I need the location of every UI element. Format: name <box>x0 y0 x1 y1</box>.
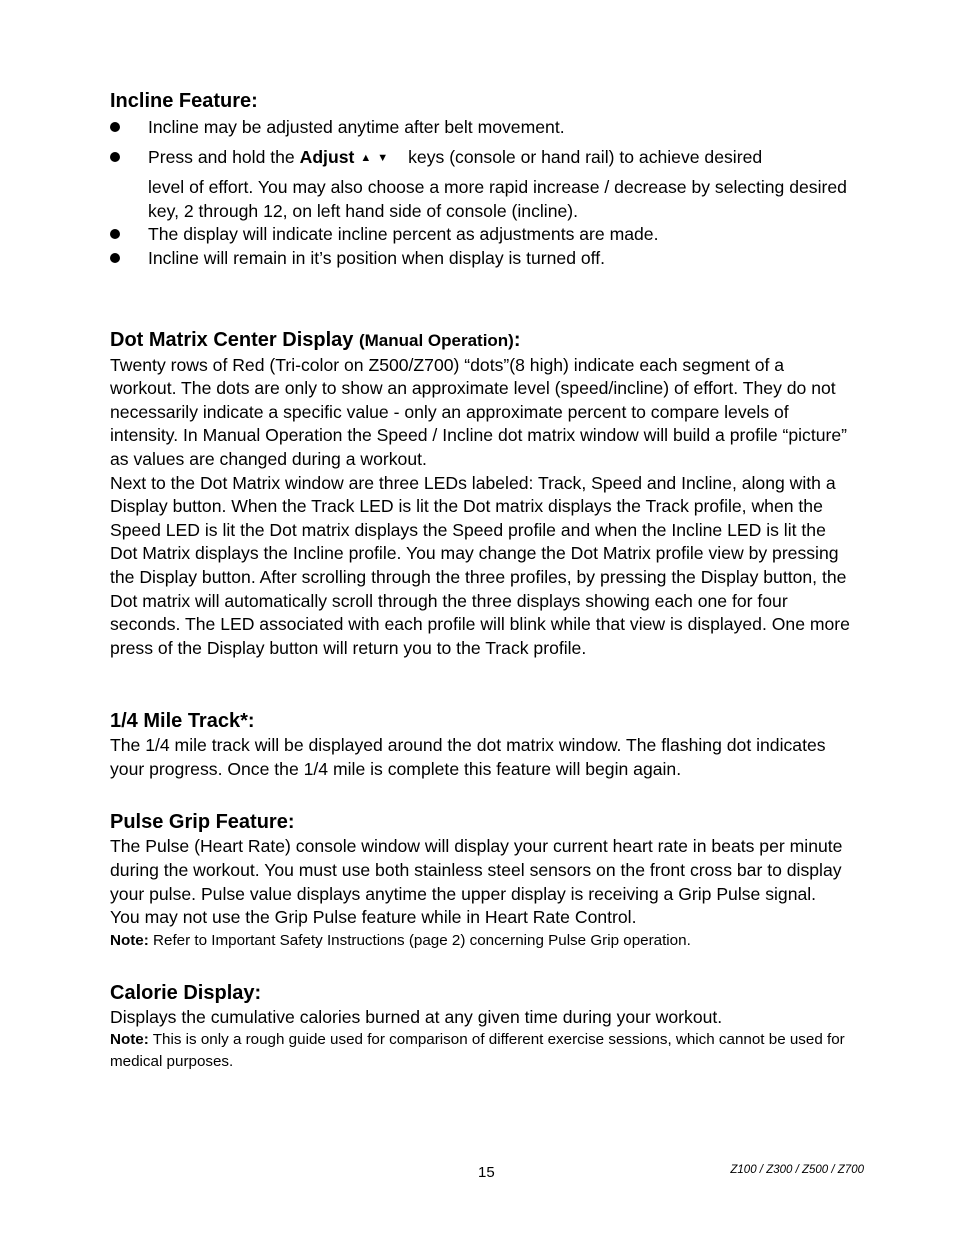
manual-page <box>110 88 850 1073</box>
incline-heading: Incline Feature: <box>110 90 258 112</box>
incline-bullet-2-post: keys (console or hand rail) to achieve desired <box>408 146 763 167</box>
track-paragraph: The 1/4 mile track will be displayed around the dot matrix window. The flashing dot indicates your progress. Once the 1/4 mile is complete this feature will begin again. <box>110 735 826 779</box>
list-item <box>110 116 850 140</box>
incline-bullet-2-continued: level of effort. You may also choose a more rapid increase / decrease by selecting desired key, 2 through 12, on left hand side of console (incline). <box>148 177 847 221</box>
pulse-note <box>110 930 850 952</box>
page-number: 15 <box>478 1164 495 1181</box>
track-heading: 1/4 Mile Track*: <box>110 710 255 733</box>
incline-bullet-1: Incline may be adjusted anytime after belt movement. <box>148 117 565 137</box>
calorie-heading: Calorie Display: <box>110 981 262 1004</box>
dot-matrix-heading-main: Dot Matrix Center Display <box>110 328 354 351</box>
incline-bullet-2-pre: Press and hold the <box>148 146 295 167</box>
dot-matrix-heading-sub: (Manual Operation) <box>358 330 514 350</box>
adjust-label: Adjust <box>299 146 355 167</box>
pulse-heading: Pulse Grip Feature: <box>110 811 295 834</box>
dot-matrix-paragraph-1: Twenty rows of Red (Tri-color on Z500/Z700) “dots”(8 high) indicate each segment of a workout. The dots are only to show an approximate level (speed/incline) of effort. They do not necessarily indicate a specific value - only an approximate percent to compare levels of intensity. In Manual Operation the Speed / Incline dot matrix window will build a profile “picture” as values are changed during a workout. <box>110 354 848 469</box>
dot-matrix-heading-colon: : <box>513 328 521 351</box>
dot-matrix-paragraph-2: Next to the Dot Matrix window are three LEDs labeled: Track, Speed and Incline, along with a Display button. When the Track LED is lit the Dot matrix displays the Track profile, when the Speed LED is lit the Dot matrix displays the Speed profile and when the Incline LED is lit the Dot Matrix displays the Incline profile. You may change the Dot Matrix profile view by pressing the Display button. After scrolling through the three profiles, by pressing the Display button, the Dot matrix will automatically scroll through the three displays showing each one for four seconds. The LED associated with each profile will blink while that view is displayed. One more press of the Display button will return you to the Track profile. <box>110 472 850 658</box>
pulse-paragraph: The Pulse (Heart Rate) console window will display your current heart rate in beats per minute during the workout. You must use both stainless steel sensors on the front cross bar to display your pulse. Pulse value displays anytime the upper display is receiving a Grip Pulse signal. You may not use the Grip Pulse feature while in Heart Rate Control. <box>110 836 843 928</box>
bullet-icon <box>110 152 120 162</box>
dot-matrix-heading <box>110 327 850 354</box>
pulse-note-text: Refer to Important Safety Instructions (page 2) concerning Pulse Grip operation. <box>153 931 691 949</box>
incline-bullet-list <box>110 116 850 271</box>
up-down-arrows-icon: ▲▼ <box>360 151 395 164</box>
calorie-note-text: This is only a rough guide used for comparison of different exercise sessions, which cannot be used for medical purposes. <box>110 1031 845 1071</box>
calorie-note <box>110 1029 850 1073</box>
bullet-icon <box>110 253 120 263</box>
pulse-note-label: Note: <box>110 931 149 949</box>
list-item <box>110 223 850 247</box>
list-item <box>110 146 850 224</box>
model-numbers: Z100 / Z300 / Z500 / Z700 <box>730 1164 864 1176</box>
bullet-icon <box>110 122 120 132</box>
incline-bullet-3: The display will indicate incline percent as adjustments are made. <box>148 224 659 245</box>
incline-bullet-4: Incline will remain in it’s position when display is turned off. <box>148 247 606 268</box>
calorie-note-label: Note: <box>110 1031 149 1049</box>
bullet-icon <box>110 229 120 239</box>
list-item <box>110 247 850 271</box>
calorie-paragraph: Displays the cumulative calories burned at any given time during your workout. <box>110 1006 723 1027</box>
